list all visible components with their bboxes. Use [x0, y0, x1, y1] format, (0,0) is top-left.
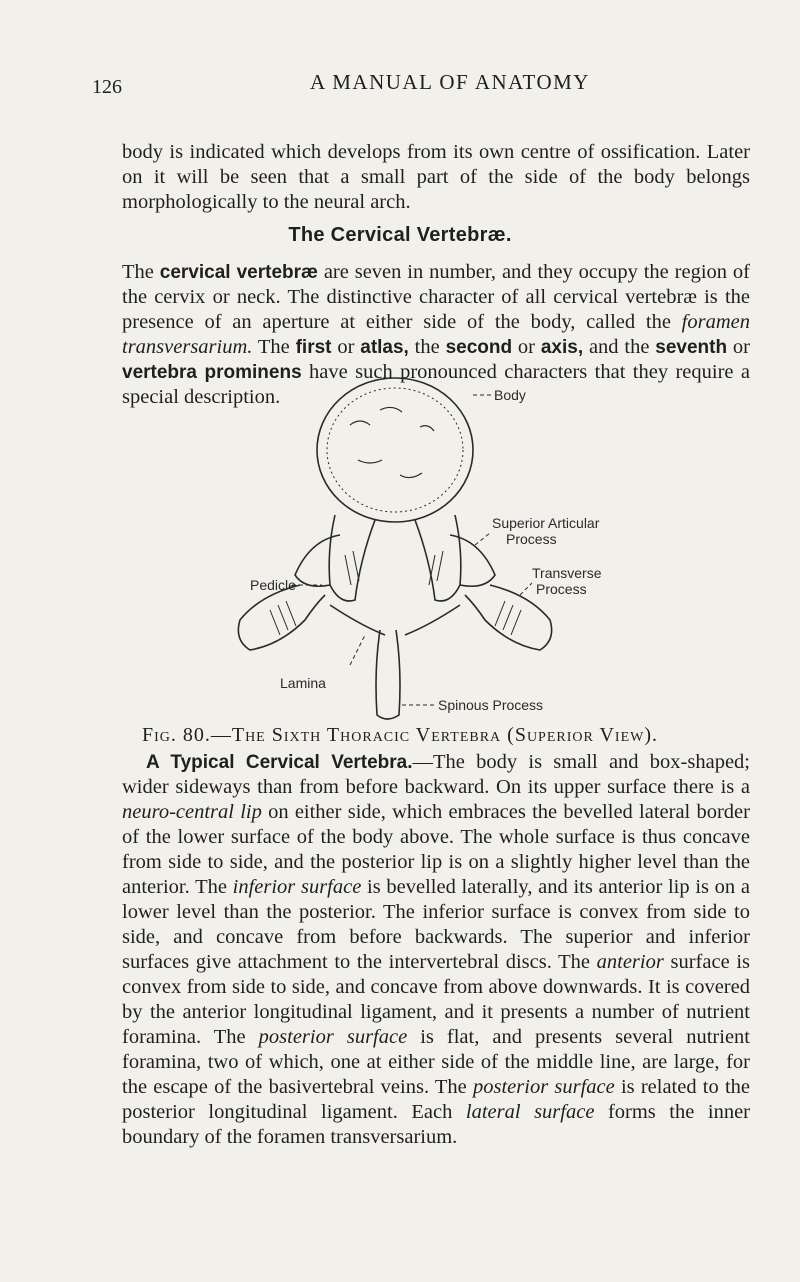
cervical-paragraph: The cervical vertebræ are seven in number, and they occupy the region of the cervix or neck. The distinctive character of all cervical vertebræ is the presence of an aperture at either side of the body, called the foramen transversarium. The first or atlas, the second or axis, and the seventh or vertebra prominens have such pronounced characters that they require a special description. [122, 261, 750, 408]
vertebra-illustration [230, 365, 750, 725]
figure-caption: Fig. 80.—The Sixth Thoracic Vertebra (Superior View). [141, 724, 659, 746]
section-title: The Cervical Vertebræ. [288, 224, 512, 246]
typical-vertebra-paragraph: A Typical Cervical Vertebra.—The body is small and box-shaped; wider sideways than from before backward. On its upper surface there is a neuro-central lip on either side, which embraces the bevelled lateral border of the lower surface of the body above. The whole surface is thus concave from side to side, and the posterior lip is on a slightly higher level than the anterior. The inferior surface is bevelled laterally, and its anterior lip is on a lower level than the posterior. The inferior surface is convex from side to side, and concave from before backwards. The superior and inferior surfaces give attachment to the intervertebral discs. The anterior surface is convex from side to side, and concave from above downwards. It is covered by the anterior longitudinal ligament, and it presents a number of nutrient foramina. The posterior surface is flat, and presents several nutrient foramina, two of which, one at either side of the middle line, are large, for the escape of the basivertebral veins. The posterior surface is related to the posterior longitudinal ligament. Each lateral surface forms the inner boundary of the foramen transversarium. [122, 751, 751, 1148]
running-title: A MANUAL OF ANATOMY [310, 70, 590, 94]
label-transverse-1: Transverse [532, 565, 602, 581]
label-spinous-process: Spinous Process [438, 697, 544, 713]
right-pedicle [415, 515, 461, 601]
page-number: 126 [92, 76, 122, 98]
vertebral-body-outline [317, 378, 473, 522]
left-transverse-process [238, 585, 325, 650]
label-body: Body [494, 387, 526, 403]
label-superior-articular-1: Superior Articular [492, 515, 600, 531]
page-header [0, 70, 800, 110]
label-superior-articular-2: Process [506, 531, 557, 547]
intro-paragraph: body is indicated which develops from its own centre of ossification. Later on it will be seen that a small part of the side of the body belongs morphologically to the neural arch. [122, 141, 750, 213]
vertebra-figure [230, 365, 750, 725]
spinous-process [376, 630, 400, 719]
laminae [330, 605, 460, 635]
label-pedicle: Pedicle [250, 577, 296, 593]
left-pedicle [329, 515, 375, 601]
label-transverse-2: Process [536, 581, 587, 597]
label-lamina: Lamina [280, 675, 326, 691]
left-articular-process [295, 535, 340, 586]
